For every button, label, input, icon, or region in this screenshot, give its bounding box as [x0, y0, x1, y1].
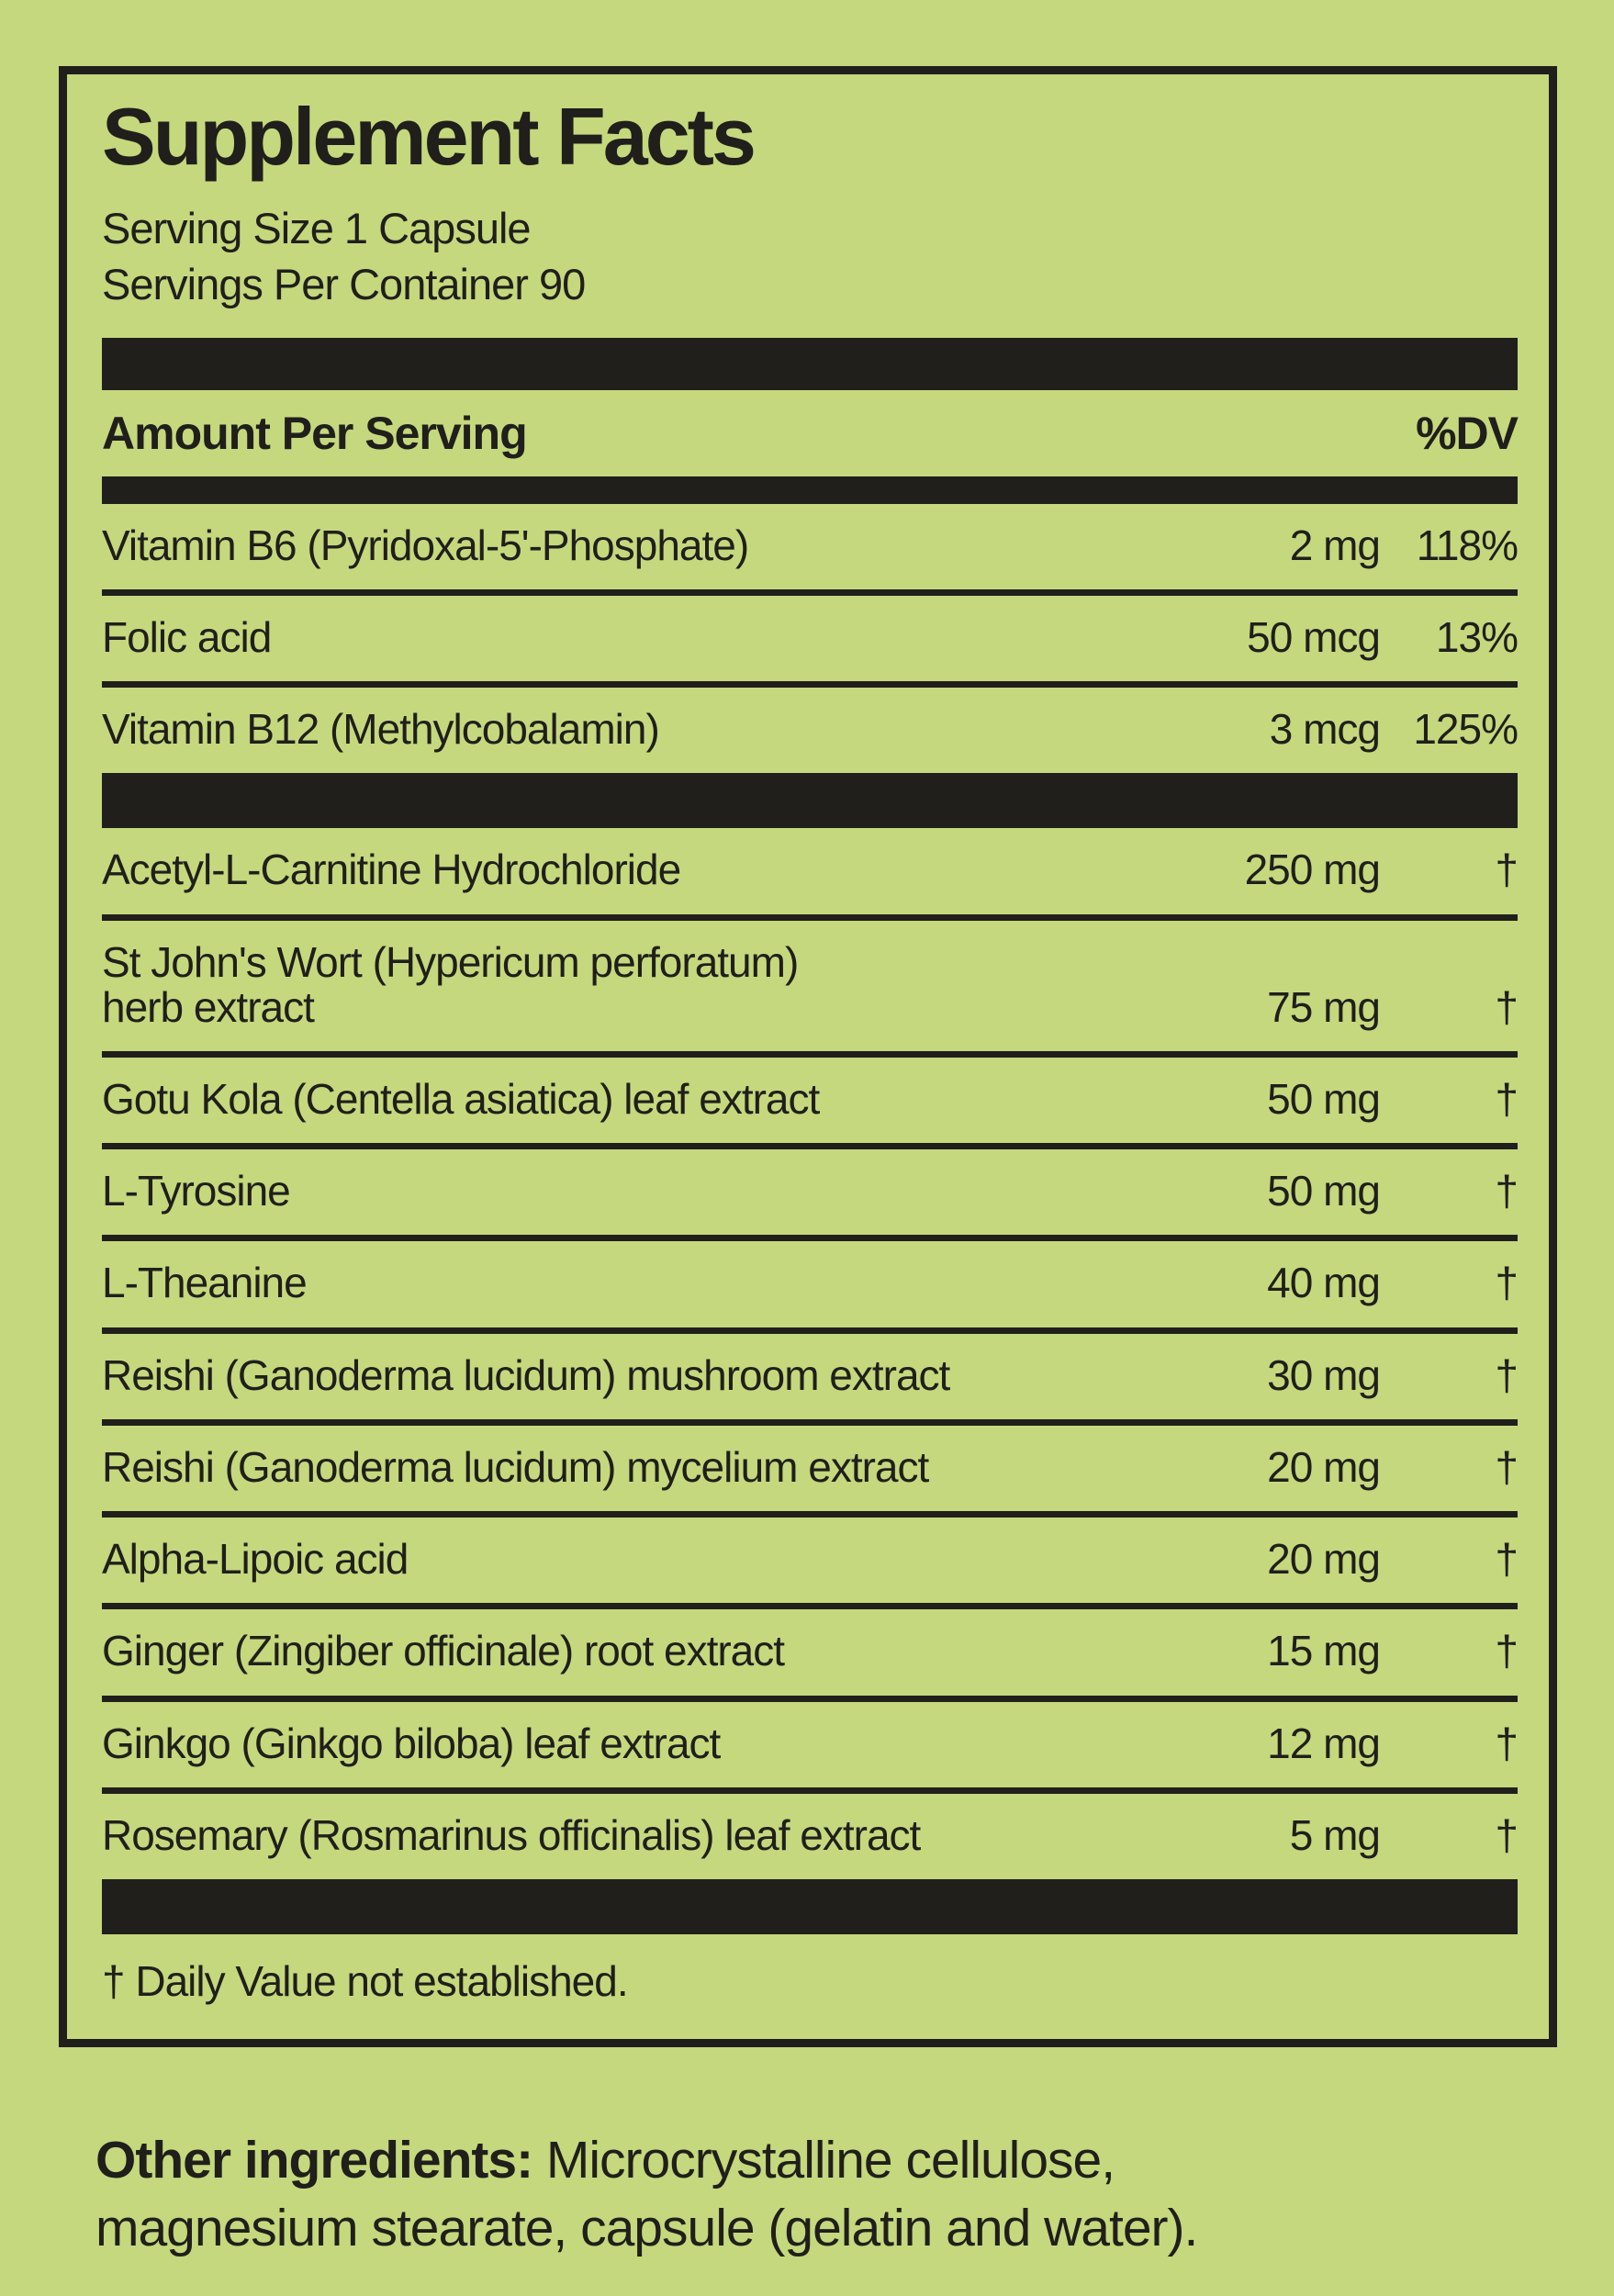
column-header-dv: %DV	[1416, 407, 1518, 459]
ingredient-row	[102, 1603, 1518, 1695]
ingredient-name: Acetyl-L-Carnitine Hydrochloride	[102, 846, 681, 894]
ingredient-name: Vitamin B6 (Pyridoxal-5'-Phosphate)	[102, 521, 749, 569]
dv-footnote: † Daily Value not established.	[102, 1956, 628, 2005]
ingredient-row	[102, 504, 1518, 589]
other-ingredients-line1: Microcrystalline cellulose,	[532, 2130, 1115, 2190]
vitamin-rows	[102, 504, 1518, 774]
ingredient-row	[102, 828, 1518, 913]
ingredient-dv: †	[1495, 1719, 1518, 1767]
ingredient-name: Reishi (Ganoderma lucidum) mushroom extract	[102, 1350, 950, 1399]
ingredient-name: L-Tyrosine	[102, 1167, 290, 1215]
ingredient-name: Rosemary (Rosmarinus officinalis) leaf extract	[102, 1810, 921, 1859]
footer-divider-bar	[102, 1879, 1518, 1934]
ingredient-amount: 50 mg	[1267, 1075, 1380, 1124]
thick-bar-top	[102, 338, 1518, 390]
ingredient-name: Ginger (Zingiber officinale) root extract	[102, 1627, 785, 1675]
ingredient-row	[102, 1235, 1518, 1327]
ingredient-name: Gotu Kola (Centella asiatica) leaf extract	[102, 1075, 820, 1124]
ingredient-row	[102, 1143, 1518, 1235]
botanical-rows	[102, 828, 1518, 1879]
header-divider-bar	[102, 476, 1518, 504]
ingredient-dv: 13%	[1435, 612, 1518, 661]
ingredient-row	[102, 1051, 1518, 1143]
supplement-facts-panel	[59, 66, 1557, 2047]
ingredient-amount: 12 mg	[1267, 1719, 1380, 1767]
ingredient-row	[102, 1327, 1518, 1419]
serving-size-line: Serving Size 1 Capsule	[102, 204, 531, 253]
ingredient-amount: 20 mg	[1267, 1442, 1380, 1491]
ingredient-dv: †	[1495, 1810, 1518, 1859]
ingredient-dv: †	[1495, 846, 1518, 894]
panel-title: Supplement Facts	[102, 91, 754, 182]
column-header-amount: Amount Per Serving	[102, 407, 527, 459]
ingredient-row	[102, 681, 1518, 773]
servings-per-container-line: Servings Per Container 90	[102, 259, 586, 308]
ingredient-amount: 2 mg	[1289, 521, 1380, 569]
ingredient-name-line2: herb extract	[102, 982, 314, 1031]
other-ingredients-label: Other ingredients:	[95, 2130, 533, 2190]
ingredient-name: Folic acid	[102, 612, 272, 661]
other-ingredients	[95, 2126, 1541, 2262]
ingredient-name	[102, 937, 1192, 1031]
ingredient-dv: †	[1495, 1350, 1518, 1399]
ingredient-name: L-Theanine	[102, 1259, 307, 1307]
ingredient-amount: 3 mcg	[1269, 705, 1380, 754]
ingredient-amount: 5 mg	[1289, 1810, 1380, 1859]
ingredient-row	[102, 1696, 1518, 1787]
ingredient-dv: †	[1495, 1627, 1518, 1675]
ingredient-amount: 40 mg	[1267, 1259, 1380, 1307]
section-divider-bar	[102, 773, 1518, 828]
ingredient-dv: †	[1495, 1075, 1518, 1124]
ingredient-amount: 50 mcg	[1247, 612, 1380, 661]
ingredient-dv: †	[1495, 1535, 1518, 1584]
ingredient-name-line1: St John's Wort (Hypericum perforatum)	[102, 937, 799, 986]
ingredient-row	[102, 914, 1518, 1051]
ingredient-dv: 125%	[1413, 705, 1518, 754]
ingredient-name: Ginkgo (Ginkgo biloba) leaf extract	[102, 1719, 721, 1767]
ingredient-amount: 250 mg	[1244, 846, 1380, 894]
ingredient-row	[102, 1787, 1518, 1879]
ingredient-dv: †	[1495, 1442, 1518, 1491]
ingredient-amount: 15 mg	[1267, 1627, 1380, 1675]
ingredient-amount: 30 mg	[1267, 1350, 1380, 1399]
ingredient-dv: †	[1495, 1259, 1518, 1307]
ingredient-name: Alpha-Lipoic acid	[102, 1535, 409, 1584]
ingredient-dv: †	[1495, 1167, 1518, 1215]
ingredient-amount: 75 mg	[1267, 982, 1380, 1031]
ingredient-amount: 50 mg	[1267, 1167, 1380, 1215]
ingredient-row	[102, 589, 1518, 681]
ingredient-row	[102, 1419, 1518, 1511]
ingredient-row	[102, 1511, 1518, 1603]
ingredient-dv: 118%	[1416, 521, 1518, 569]
serving-info	[102, 201, 1518, 311]
ingredient-amount: 20 mg	[1267, 1535, 1380, 1584]
other-ingredients-line2: magnesium stearate, capsule (gelatin and water).	[95, 2199, 1198, 2258]
ingredient-name: Reishi (Ganoderma lucidum) mycelium extract	[102, 1442, 929, 1491]
ingredient-name: Vitamin B12 (Methylcobalamin)	[102, 705, 659, 754]
ingredient-dv: †	[1495, 982, 1518, 1031]
column-header-row	[102, 390, 1518, 476]
